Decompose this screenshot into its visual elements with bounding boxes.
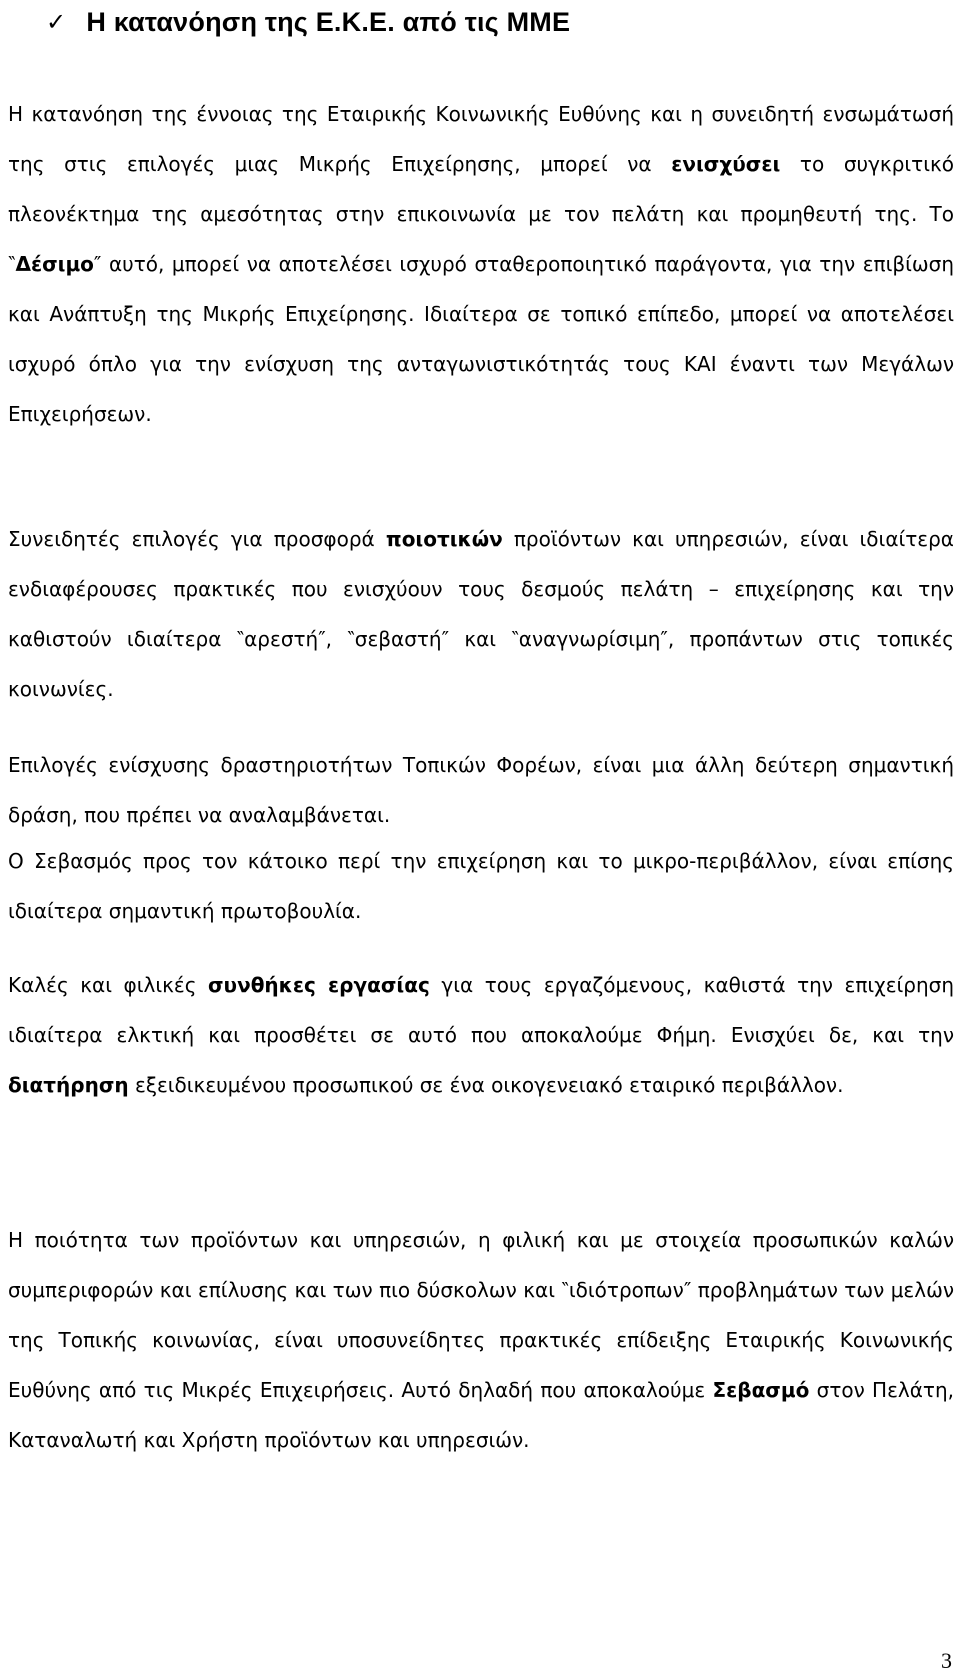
paragraph-understanding [8, 89, 960, 439]
paragraph-quality-choices [8, 514, 960, 714]
text-run: Ο Σεβασμός προς τον κάτοικο περί την επιχείρηση και το μικρο-περιβάλλον, είναι επίσης ιδιαίτερα σημαντική πρωτοβουλία. [8, 849, 960, 923]
paragraph-working-conditions [8, 960, 960, 1110]
emphasized-text: διατήρηση [8, 1073, 129, 1097]
text-run: Επιλογές ενίσχυσης δραστηριοτήτων Τοπικών Φορέων, είναι μια άλλη δεύτερη σημαντική δράση, που πρέπει να αναλαμβάνεται. [8, 753, 960, 827]
emphasized-text: ενισχύσει [671, 152, 781, 176]
text-run: εξειδικευμένου προσωπικού σε ένα οικογενειακό εταιρικό περιβάλλον. [128, 1073, 844, 1097]
emphasized-text: ποιοτικών [385, 527, 503, 551]
page-number: 3 [941, 1648, 952, 1673]
text-run: Η ποιότητα των προϊόντων και υπηρεσιών, η φιλική και με στοιχεία προσωπικών καλών συμπεριφορών και επίλυσης και των πιο δύσκολων και ‶ιδιότροπων″ προβλημάτων των μελών της Τοπικής κοινωνίας, είναι υποσυνείδητες πρακτικές επίδειξης Εταιρικής Κοινωνικής Ευθύνης από τις Μικρές Επιχειρήσεις. Αυτό δηλαδή που αποκαλούμε [8, 1228, 960, 1402]
text-run: Συνειδητές επιλογές για προσφορά [8, 527, 386, 551]
text-run: στον Πελάτη, Καταναλωτή και Χρήστη προϊόντων και υπηρεσιών. [8, 1378, 960, 1452]
emphasized-text: Δέσιμο [15, 252, 94, 276]
emphasized-text: Σεβασμό [712, 1378, 810, 1402]
paragraph-local-bodies [8, 740, 960, 840]
emphasized-text: συνθήκες εργασίας [207, 973, 430, 997]
text-run: για τους εργαζόμενους, καθιστά την επιχείρηση ιδιαίτερα ελκτική και προσθέτει σε αυτό που αποκαλούμε Φήμη. Ενισχύει δε, και την [8, 973, 960, 1047]
paragraph-respect-resident [8, 836, 960, 936]
paragraph-quality-products [8, 1215, 960, 1465]
text-run: Η κατανόηση της έννοιας της Εταιρικής Κοινωνικής Ευθύνης και η συνειδητή ενσωμάτωσή της στις επιλογές μιας Μικρής Επιχείρησης, μπορεί να [8, 102, 960, 176]
text-run: το συγκριτικό πλεονέκτημα της αμεσότητας στην επικοινωνία με τον πελάτη και προμηθευτή της. Το ‶ [8, 152, 960, 276]
text-run: προϊόντων και υπηρεσιών, είναι ιδιαίτερα ενδιαφέρουσες πρακτικές που ενισχύουν τους δεσμούς πελάτη – επιχείρησης και την καθιστούν ιδιαίτερα ‶αρεστή″, ‶σεβαστή″ και ‶αναγνωρίσιμη″, προπάντων στις τοπικές κοινωνίες. [8, 527, 960, 701]
text-run: ″ αυτό, μπορεί να αποτελέσει ισχυρό σταθεροποιητικό παράγοντα, για την επιβίωση και Ανάπτυξη της Μικρής Επιχείρησης. Ιδιαίτερα σε τοπικό επίπεδο, μπορεί να αποτελέσει ισχυρό όπλο για την ενίσχυση της ανταγωνιστικότητάς τους ΚΑΙ έναντι των Μεγάλων Επιχειρήσεων. [8, 252, 960, 426]
section-heading [46, 2, 570, 42]
text-run: Καλές και φιλικές [8, 973, 208, 997]
heading-text: Η κατανόηση της Ε.Κ.Ε. από τις ΜΜΕ [86, 6, 571, 37]
checkmark-icon: ✓ [46, 8, 67, 36]
